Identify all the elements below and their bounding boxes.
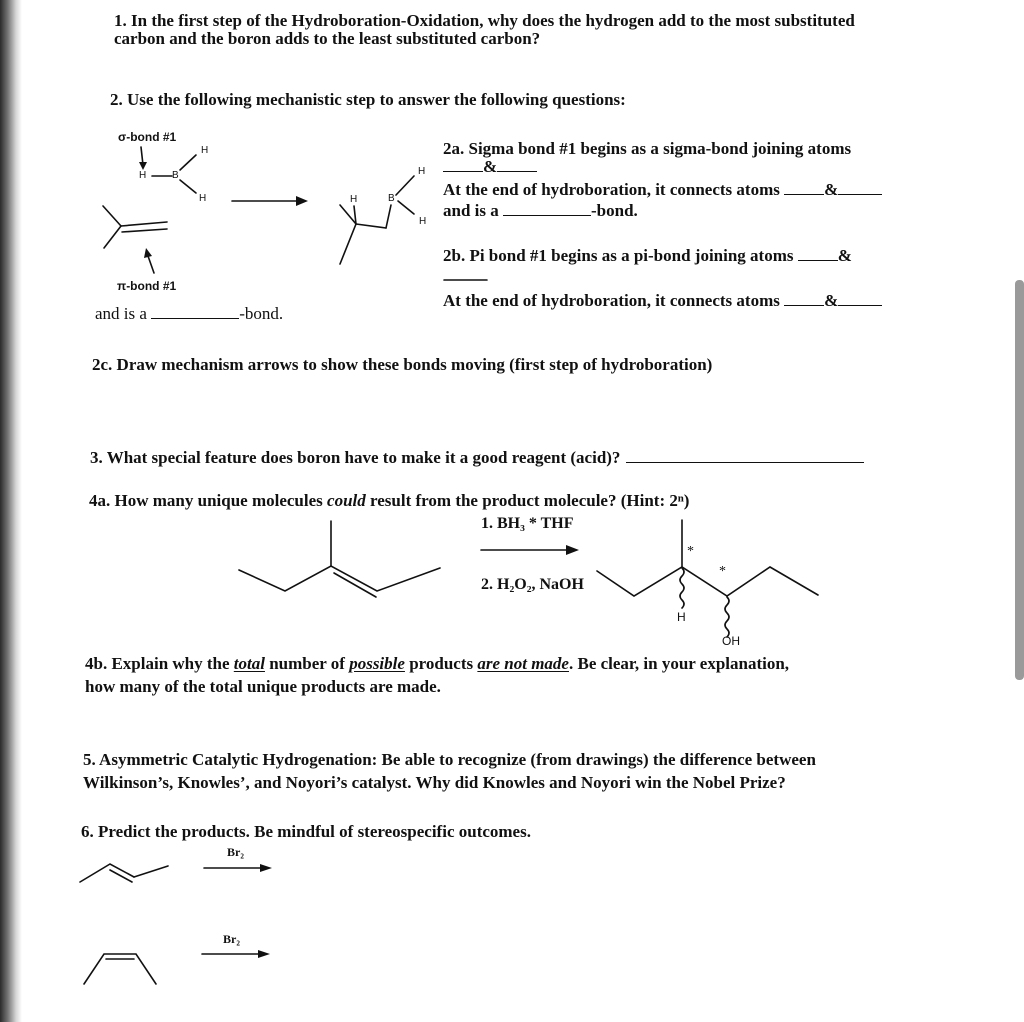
- q4-reagent-1: 1. BH₃ * THF: [481, 515, 574, 532]
- sigma-bond-label: σ-bond #1: [118, 130, 177, 144]
- alkene-bond-lower-left: [104, 226, 121, 248]
- q2a-line3-post: -bond.: [591, 201, 638, 220]
- product-b-h-bond-bottom: [398, 201, 414, 214]
- ampersand: &: [483, 157, 498, 176]
- q2c-text: 2c. Draw mechanism arrows to show these bonds moving (first step of hydroboration): [92, 355, 713, 374]
- blank[interactable]: [503, 201, 591, 216]
- product-b: B: [388, 193, 395, 204]
- q2a-line2: [443, 180, 882, 200]
- blank[interactable]: [497, 157, 537, 172]
- q6-alkene-1-end: [134, 866, 168, 877]
- borane-h-bottom: H: [199, 193, 207, 204]
- borane-b-h-bond-top: [180, 155, 196, 170]
- q6-reagent-1: Br₂: [227, 845, 244, 859]
- ampersand: &: [837, 246, 852, 265]
- q2b-line1-text: 2b. Pi bond #1 begins as a pi-bond joining atoms: [443, 246, 794, 265]
- q4b-mid1: number of: [264, 654, 350, 673]
- q2-reaction-arrow-head: [296, 196, 308, 206]
- product-b-h-bond-top: [396, 176, 414, 195]
- stereocenter-star-2: *: [719, 564, 726, 579]
- q2a-line3-pre: and is a: [443, 201, 499, 220]
- blank[interactable]: [151, 304, 239, 319]
- q4a-post: result from the product molecule? (Hint: 2ⁿ): [365, 491, 690, 510]
- pi-pointer-head: [144, 248, 152, 258]
- q6-arrow-2-head: [258, 950, 270, 958]
- q2b-line2: [443, 291, 882, 311]
- q4b-total: total: [233, 654, 265, 673]
- blank[interactable]: [798, 246, 838, 261]
- q4a-pre: 4a. How many unique molecules: [89, 491, 328, 510]
- q3-text: 3. What special feature does boron have to make it a good reagent (acid)?: [90, 448, 621, 467]
- q4-wavy-bond-oh: [725, 597, 729, 637]
- borane-h-top: H: [201, 145, 209, 156]
- borane-h-left: H: [139, 170, 147, 181]
- borane-b: B: [172, 170, 179, 181]
- q4b-line2: how many of the total unique products are made.: [85, 677, 441, 696]
- q5-line1: 5. Asymmetric Catalytic Hydrogenation: Be able to recognize (from drawings) the difference between: [83, 750, 816, 769]
- borane-b-h-bond-bottom: [180, 180, 196, 193]
- q6-arrow-1-head: [260, 864, 272, 872]
- q4-h-label: H: [677, 610, 686, 624]
- q6-text: 6. Predict the products. Be mindful of stereospecific outcomes.: [81, 822, 531, 841]
- ampersand: &: [824, 291, 839, 310]
- answer-blank[interactable]: [626, 448, 864, 463]
- alkene-bond-upper-left: [103, 206, 121, 226]
- q4a-text: [89, 491, 689, 511]
- q2b-line2-text: At the end of hydroboration, it connects atoms: [443, 291, 780, 310]
- product-h-bottom: H: [419, 216, 427, 227]
- q1-line1: 1. In the first step of the Hydroboration-Oxidation, why does the hydrogen add to the most substituted: [114, 11, 855, 30]
- q4-product-chain: [597, 567, 818, 596]
- product-bond-2: [340, 224, 356, 264]
- q4-reactant-chain: [239, 566, 440, 591]
- q4-oh-label: OH: [722, 634, 740, 648]
- q6-reagent-2: Br₂: [223, 932, 240, 946]
- product-h-left: H: [350, 194, 358, 205]
- blank[interactable]: [838, 180, 882, 195]
- ampersand: &: [824, 180, 839, 199]
- q2b-line3-post: -bond.: [239, 304, 284, 323]
- sigma-pointer-head: [139, 162, 147, 170]
- q4b-line1: [85, 654, 789, 674]
- q3-line: [90, 448, 864, 468]
- product-bond-3: [356, 224, 386, 228]
- product-h-top: H: [418, 166, 426, 177]
- q5-line2: Wilkinson’s, Knowles’, and Noyori’s catalyst. Why did Knowles and Noyori win the Nobel Prize?: [83, 773, 786, 792]
- q4b-not-made: are not made: [477, 654, 569, 673]
- q4a-emphasis: could: [327, 491, 366, 510]
- q2a-line2-text: At the end of hydroboration, it connects atoms: [443, 180, 780, 199]
- product-c-b-bond: [386, 205, 391, 228]
- alkene-double-bond-1: [121, 222, 167, 226]
- blank[interactable]: [443, 157, 483, 172]
- q1-line2: carbon and the boron adds to the least substituted carbon?: [114, 29, 541, 48]
- q2a-line3: [443, 201, 638, 221]
- pi-pointer: [148, 256, 154, 273]
- alkene-double-bond-2: [122, 229, 167, 232]
- q2-intro: 2. Use the following mechanistic step to answer the following questions:: [110, 90, 626, 109]
- q2a-blanks: [443, 157, 537, 177]
- q4-reaction-arrow-head: [566, 545, 579, 555]
- q2b-line3-pre: and is a: [95, 304, 147, 323]
- q2a-line1: 2a. Sigma bond #1 begins as a sigma-bond joining atoms: [443, 139, 852, 158]
- q4b-pre: 4b. Explain why the: [85, 654, 234, 673]
- blank[interactable]: [838, 291, 882, 306]
- q4b-possible: possible: [349, 654, 405, 673]
- q4-reactant-double-bond: [334, 573, 376, 597]
- stereocenter-star-1: *: [687, 544, 694, 559]
- q6-alkene-1-double: [110, 870, 132, 882]
- blank[interactable]: [784, 180, 824, 195]
- q4b-post: . Be clear, in your explanation,: [568, 654, 790, 673]
- q4b-mid2: products: [404, 654, 478, 673]
- q2b-line1: [443, 246, 852, 266]
- q4-wavy-bond-h: [680, 568, 684, 608]
- q2b-line3: [95, 304, 283, 324]
- blank[interactable]: [784, 291, 824, 306]
- q4-reagent-2: 2. H₂O₂, NaOH: [481, 576, 584, 593]
- pi-bond-label: π-bond #1: [117, 279, 177, 293]
